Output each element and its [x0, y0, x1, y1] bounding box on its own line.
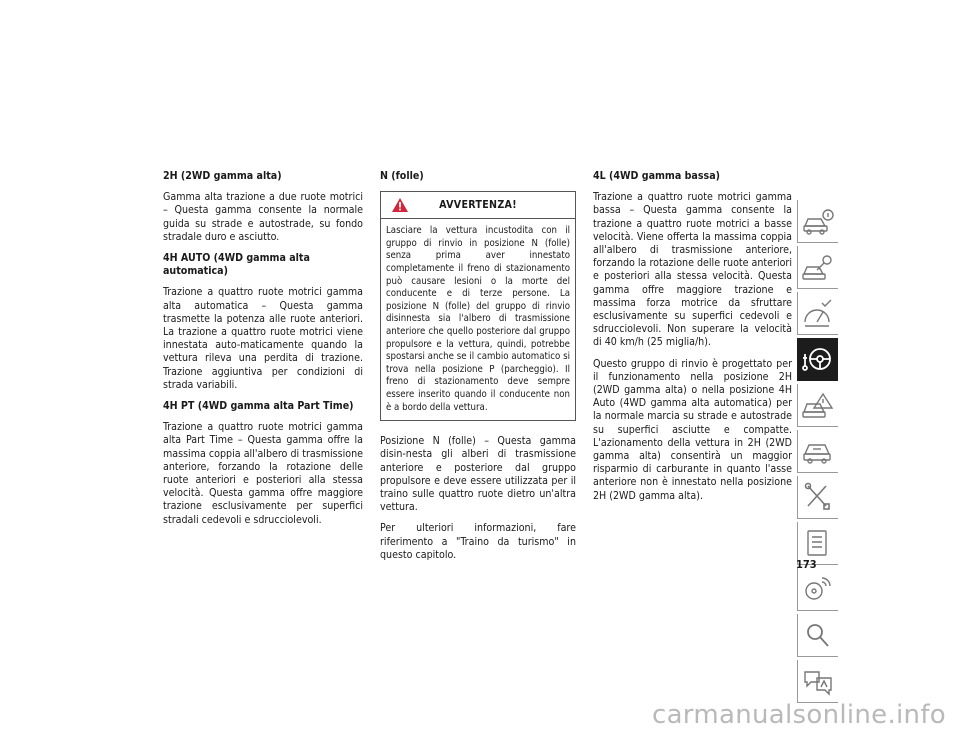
tab-dashboard-check[interactable]	[797, 292, 838, 335]
heading-4l: 4L (4WD gamma bassa)	[593, 170, 721, 182]
car-info-icon	[801, 206, 835, 236]
column-right	[593, 170, 792, 511]
warning-title: AVVERTENZA!	[439, 198, 517, 211]
search-icon	[801, 620, 835, 650]
heading-2h: 2H (2WD gamma alta)	[163, 170, 282, 182]
watermark: carmanualsonline.info	[651, 700, 946, 730]
heading-4h-auto: 4H AUTO (4WD gamma alta automatica)	[163, 252, 310, 278]
heading-4h-pt: 4H PT (4WD gamma alta Part Time)	[163, 400, 354, 413]
tab-search[interactable]	[797, 614, 838, 657]
car-service-icon	[801, 436, 835, 466]
paragraph-2h: Gamma alta trazione a due ruote motrici – Questa gamma consente la normale guida su strade e autostrade, su fondo stradale duro e asciutto.	[163, 191, 363, 243]
column-left	[163, 170, 363, 535]
car-warning-icon	[801, 390, 835, 420]
multimedia-icon	[801, 574, 835, 604]
chapter-tabs	[797, 200, 841, 706]
document-list-icon	[801, 528, 835, 558]
car-key-icon	[801, 252, 835, 282]
tab-car-warning[interactable]	[797, 384, 838, 427]
paragraph-neutral: Posizione N (folle) – Questa gamma disin-nesta gli alberi di trasmissione anteriore e posteriore dal gruppo propulsore e deve essere utilizzata per il traino sulle quattro ruote dietro un'altra vettura.	[380, 435, 576, 514]
column-middle	[380, 170, 576, 570]
tab-car-info[interactable]	[797, 200, 838, 243]
paragraph-reference: Per ulteriori informazioni, fare riferimento a "Traino da turismo" in questo capitolo.	[380, 522, 576, 561]
warning-box	[380, 191, 576, 421]
paragraph-4h-pt: Trazione a quattro ruote motrici gamma alta Part Time – Questa gamma offre la massima coppia all'albero di trasmissione anteriore, forzando la rotazione delle ruote anteriori e posteriori alla stessa velocità. Questa gamma offre maggiore trazione esclusivamente per superfici stradali cedevoli e sdrucciolevoli.	[163, 421, 363, 526]
tab-car-service[interactable]	[797, 430, 838, 473]
paragraph-4l: Trazione a quattro ruote motrici gamma bassa – Questa gamma consente la trazione a quattro ruote motrici a basse velocità. Viene offerta la massima coppia all'albero di trasmissione anteriore, forzando la rotazione delle ruote anteriori e posteriori alla stessa velocità. Questa gamma offre maggiore trazione e massima forza motrice da sfruttare esclusivamente su superfici cedevoli e sdrucciolevoli. Non superare la velocità di 40 km/h (25 miglia/h).	[593, 191, 792, 349]
tab-tools[interactable]	[797, 476, 838, 519]
heading-neutral: N (folle)	[380, 170, 424, 182]
paragraph-transfer-case: Questo gruppo di rinvio è progettato per il funzionamento nella posizione 2H (2WD gamma alta) o nella posizione 4H Auto (4WD gamma alta automatica) per la normale marcia su strade e autostrade su superfici asciutte e compatte. L'azionamento della vettura in 2H (2WD gamma alta) consentirà un maggior risparmio di carburante in quanto l'asse anteriore non è innestato nella posizione 2H (2WD gamma alta).	[593, 357, 792, 502]
tools-icon	[801, 482, 835, 512]
paragraph-4h-auto: Trazione a quattro ruote motrici gamma alta automatica – Questa gamma trasmette la potenza alle ruote anteriori. La trazione a quattro ruote motrici viene innestata auto-maticamente quando la vettura rileva una perdita di trazione. Trazione aggiuntiva per condizioni di strada variabili.	[163, 286, 363, 391]
language-icon	[801, 666, 835, 696]
tab-car-key[interactable]	[797, 246, 838, 289]
steering-wheel-icon	[801, 344, 835, 374]
dashboard-check-icon	[801, 298, 835, 328]
page-number: 173	[796, 558, 817, 571]
tab-language[interactable]	[797, 660, 838, 703]
warning-triangle-icon	[391, 197, 409, 213]
warning-header	[381, 192, 575, 219]
tab-steering-wheel[interactable]	[797, 338, 838, 381]
tab-multimedia[interactable]	[797, 568, 838, 611]
warning-text: Lasciare la vettura incustodita con il gruppo di rinvio in posizione N (folle) senza prima aver innestato completamente il freno di stazionamento può causare lesioni o la morte del conducente e di terze persone. La posizione N (folle) del gruppo di rinvio disinnesta sia l'albero di trasmissione anteriore che quello posteriore dal gruppo propulsore e la vettura, quindi, potrebbe spostarsi anche se il cambio automatico si trova nella posizione P (parcheggio). Il freno di stazionamento deve sempre essere inserito quando il conducente non è a bordo della vettura.	[386, 225, 570, 413]
